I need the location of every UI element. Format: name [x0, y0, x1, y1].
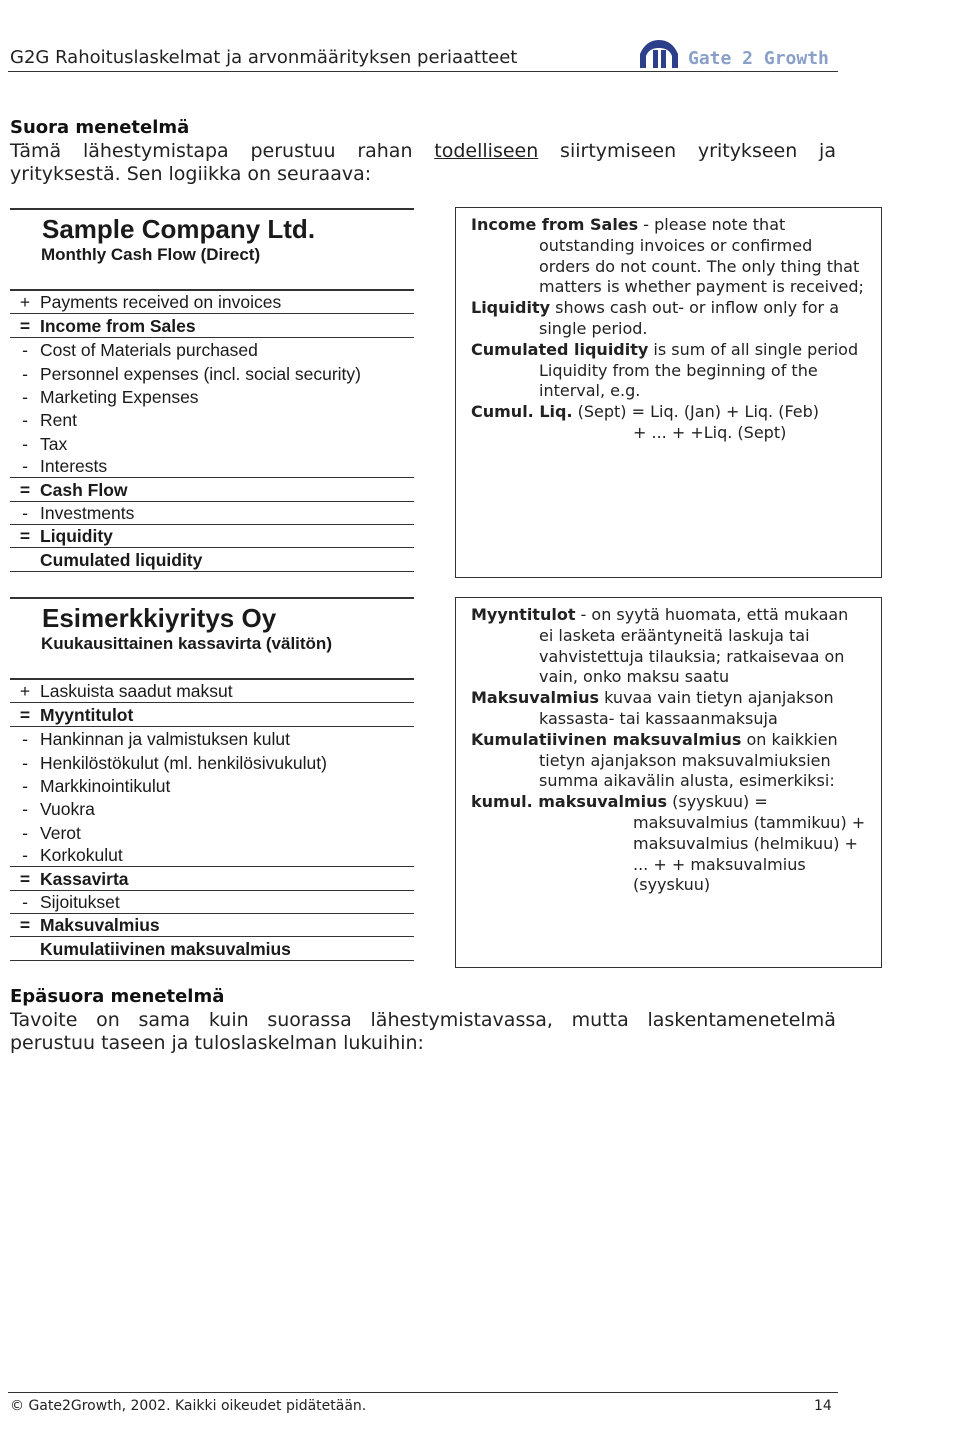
- note-formula-continuation: maksuvalmius (tammikuu) + maksuvalmius (helmikuu) + ... + + maksuvalmius (syyskuu): [633, 812, 866, 895]
- table-row: [10, 867, 414, 890]
- word: perustuu: [250, 140, 336, 162]
- document-header-title: G2G Rahoituslaskelmat ja arvonmäärityksen periaatteet: [10, 47, 518, 68]
- note-term: Income from Sales: [471, 215, 639, 234]
- note-paragraph: [471, 730, 867, 792]
- row-sign: -: [22, 502, 28, 523]
- table-row: [10, 385, 414, 408]
- row-sign: -: [22, 363, 28, 384]
- row-sign: -: [22, 340, 28, 361]
- table-row: [10, 914, 414, 937]
- table-row: [10, 844, 414, 867]
- row-label: Marketing Expenses: [40, 386, 199, 407]
- direct-paragraph-line-1: [10, 140, 836, 163]
- word: laskentamenetelmä: [647, 1009, 836, 1031]
- note-paragraph: [471, 298, 867, 340]
- esimerkkiyritys-cash-flow-table: [10, 597, 414, 961]
- table-row: [10, 478, 414, 501]
- table-row: [10, 525, 414, 548]
- table-row: [10, 431, 414, 454]
- header-rule: [8, 71, 838, 72]
- note-paragraph: [471, 340, 867, 402]
- word: lähestymistavassa,: [370, 1009, 553, 1031]
- row-sign: -: [22, 775, 28, 796]
- table-row: [10, 680, 414, 703]
- row-label: Investments: [40, 502, 135, 523]
- row-label: Liquidity: [40, 526, 113, 547]
- footer-rule: [8, 1392, 838, 1393]
- row-sign: -: [22, 410, 28, 431]
- row-label: Tax: [40, 433, 68, 454]
- sample-company-cash-flow-table: [10, 208, 414, 572]
- note-text: - please note that outstanding invoices or confirmed orders do not count. The only thing that matters is whether payment is received;: [539, 215, 864, 297]
- row-sign: -: [22, 845, 28, 866]
- note-text: - on syytä huomata, että mukaan ei lasketa erääntyneitä laskuja tai vahvistettuja tilauksia; ratkaisevaa on vain, onko maksu saatu: [539, 605, 849, 687]
- note-text: shows cash out- or inflow only for a single period.: [539, 298, 840, 338]
- table-row: [10, 820, 414, 843]
- note-term: Maksuvalmius: [471, 688, 600, 708]
- word: rahan: [357, 140, 413, 162]
- row-label: Hankinnan ja valmistuksen kulut: [40, 729, 290, 750]
- word: siirtymiseen: [560, 140, 677, 162]
- gate2growth-logo-text: Gate 2 Growth: [688, 48, 829, 69]
- table-row: [10, 548, 414, 571]
- row-label: Henkilöstökulut (ml. henkilösivukulut): [40, 752, 327, 773]
- row-sign: =: [19, 479, 31, 500]
- page-number: 14: [814, 1398, 832, 1414]
- row-sign: =: [19, 704, 31, 725]
- note-text: (Sept) = Liq. (Jan) + Liq. (Feb): [572, 402, 820, 422]
- note-text: on kaikkien tietyn ajanjakson maksuvalmiuksien summa aikavälin alusta, esimerkiksi:: [539, 729, 838, 791]
- row-sign: =: [19, 868, 31, 889]
- row-label: Korkokulut: [40, 845, 123, 866]
- indirect-method-heading: Epäsuora menetelmä: [10, 986, 225, 1007]
- table-row: [10, 750, 414, 773]
- word: mutta: [571, 1009, 629, 1031]
- row-sign: =: [19, 315, 31, 336]
- word: lähestymistapa: [82, 140, 229, 162]
- hyperlink-todelliseen[interactable]: todelliseen: [434, 140, 539, 162]
- gate2growth-logo-mark-icon: [636, 36, 682, 70]
- row-label: Sijoitukset: [40, 891, 120, 912]
- indirect-method-paragraph: [10, 1009, 836, 1055]
- row-label: Vuokra: [40, 799, 95, 820]
- word: ja: [819, 140, 836, 162]
- row-label: Payments received on invoices: [40, 292, 282, 313]
- row-label: Maksuvalmius: [40, 915, 160, 936]
- row-sign: -: [22, 799, 28, 820]
- row-label: Kumulatiivinen maksuvalmius: [40, 938, 291, 959]
- row-label: Income from Sales: [40, 315, 196, 336]
- row-sign: -: [22, 891, 28, 912]
- note-term: Myyntitulot: [471, 605, 576, 624]
- row-sign: -: [22, 456, 28, 477]
- table-top-rule: [10, 208, 414, 210]
- row-sign: +: [19, 292, 31, 313]
- note-text: kuvaa vain tietyn ajanjakson kassasta- tai kassaanmaksuja: [539, 688, 834, 728]
- company-name: Esimerkkiyritys Oy: [42, 603, 277, 633]
- note-paragraph: [471, 792, 867, 813]
- row-label: Rent: [40, 410, 77, 431]
- row-sign: +: [19, 681, 31, 702]
- table-row: [10, 797, 414, 820]
- table-top-rule: [10, 597, 414, 599]
- indirect-paragraph-line-1: [10, 1009, 836, 1032]
- row-label: Kassavirta: [40, 868, 129, 889]
- word: Tämä: [10, 140, 62, 162]
- footer-copyright: © Gate2Growth, 2002. Kaikki oikeudet pidätetään.: [10, 1398, 367, 1414]
- table-row: [10, 727, 414, 750]
- row-sign: -: [22, 822, 28, 843]
- word: on: [96, 1009, 120, 1031]
- table-row: [10, 338, 414, 361]
- myyntitulot-notes-box: [455, 597, 882, 968]
- table-row: [10, 291, 414, 314]
- table-row: [10, 703, 414, 726]
- table-row: [10, 361, 414, 384]
- indirect-paragraph-line-2: perustuu taseen ja tuloslaskelman lukuihin:: [10, 1032, 424, 1054]
- direct-method-heading: Suora menetelmä: [10, 117, 190, 138]
- row-sign: =: [19, 526, 31, 547]
- table-subtitle: Kuukausittainen kassavirta (välitön): [41, 634, 332, 653]
- table-row: [10, 314, 414, 337]
- table-row: [10, 502, 414, 525]
- note-paragraph: [471, 402, 867, 423]
- row-sign: -: [22, 729, 28, 750]
- word: suorassa: [267, 1009, 352, 1031]
- note-paragraph: [471, 688, 867, 730]
- income-notes-box: [455, 207, 882, 578]
- word: yritykseen: [697, 140, 798, 162]
- table-row: [10, 891, 414, 914]
- direct-paragraph-line-2: yrityksestä. Sen logiikka on seuraava:: [10, 163, 372, 185]
- table-row: [10, 937, 414, 960]
- table-subtitle: Monthly Cash Flow (Direct): [41, 245, 261, 264]
- table-row: [10, 455, 414, 478]
- row-sign: =: [19, 915, 31, 936]
- table-row: [10, 408, 414, 431]
- note-paragraph: [471, 215, 867, 298]
- row-label: Cumulated liquidity: [40, 549, 203, 570]
- word: sama: [138, 1009, 191, 1031]
- row-label: Personnel expenses (incl. social security): [40, 363, 361, 384]
- table-row: [10, 774, 414, 797]
- note-text: (syyskuu) =: [667, 792, 768, 812]
- note-term: Kumulatiivinen maksuvalmius: [471, 729, 742, 749]
- note-paragraph: [471, 605, 867, 688]
- word: kuin: [208, 1009, 249, 1031]
- row-label: Cash Flow: [40, 479, 128, 500]
- row-label: Myyntitulot: [40, 704, 134, 725]
- note-term: Cumulated liquidity: [471, 339, 649, 359]
- row-label: Markkinointikulut: [40, 775, 171, 796]
- word: Tavoite: [10, 1009, 78, 1031]
- row-label: Cost of Materials purchased: [40, 340, 258, 361]
- note-text: is sum of all single period Liquidity from the beginning of the interval, e.g.: [539, 339, 859, 401]
- row-sign: -: [22, 386, 28, 407]
- row-label: Verot: [40, 822, 81, 843]
- direct-method-paragraph: [10, 140, 836, 186]
- row-sign: -: [22, 433, 28, 454]
- note-term: Cumul. Liq.: [471, 402, 573, 422]
- row-label: Laskuista saadut maksut: [40, 681, 233, 702]
- row-label: Interests: [40, 456, 108, 477]
- row-sign: -: [22, 752, 28, 773]
- note-term: Liquidity: [471, 298, 551, 318]
- note-term: kumul. maksuvalmius: [471, 792, 668, 812]
- note-formula-continuation: + ... + +Liq. (Sept): [633, 422, 787, 442]
- company-name: Sample Company Ltd.: [42, 214, 316, 244]
